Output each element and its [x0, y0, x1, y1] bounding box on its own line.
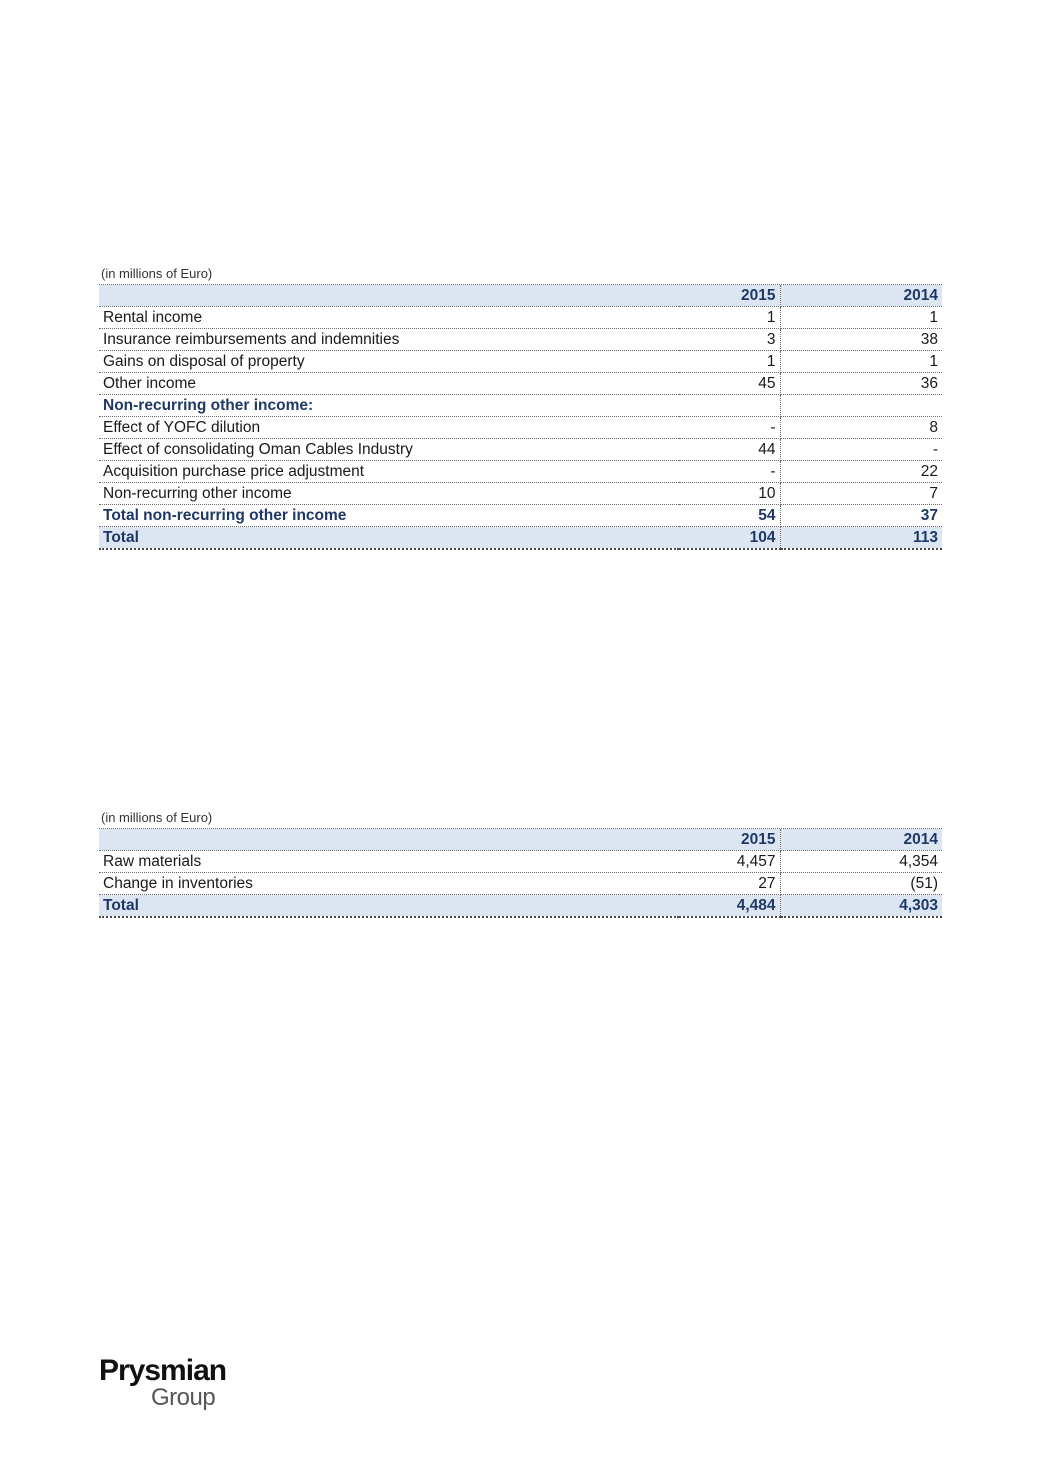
row-label: Insurance reimbursements and indemnities	[99, 329, 679, 351]
subtotal-label: Total non-recurring other income	[99, 505, 679, 527]
row-label: Other income	[99, 373, 679, 395]
header-2014: 2014	[780, 829, 942, 851]
row-label: Change in inventories	[99, 873, 679, 895]
value-2015: 1	[679, 351, 780, 373]
header-row	[99, 829, 942, 851]
header-2015: 2015	[679, 285, 780, 307]
row-label: Effect of YOFC dilution	[99, 417, 679, 439]
table-row	[99, 373, 942, 395]
value-2015: 54	[679, 505, 780, 527]
total-row	[99, 527, 942, 550]
value-2014: 7	[780, 483, 942, 505]
row-label: Acquisition purchase price adjustment	[99, 461, 679, 483]
header-label	[99, 829, 679, 851]
value-2015: 3	[679, 329, 780, 351]
header-2015: 2015	[679, 829, 780, 851]
value-2014: 4,354	[780, 851, 942, 873]
total-2015: 4,484	[679, 895, 780, 918]
value-2014: 22	[780, 461, 942, 483]
table-row	[99, 417, 942, 439]
row-label: Rental income	[99, 307, 679, 329]
logo-subtitle: Group	[151, 1384, 216, 1411]
units-caption: (in millions of Euro)	[99, 266, 942, 285]
header-row	[99, 285, 942, 307]
total-2015: 104	[679, 527, 780, 550]
value-2014	[780, 395, 942, 417]
row-label: Gains on disposal of property	[99, 351, 679, 373]
table-row	[99, 329, 942, 351]
total-2014: 4,303	[780, 895, 942, 918]
value-2014: 8	[780, 417, 942, 439]
value-2015: 4,457	[679, 851, 780, 873]
subtotal-row	[99, 505, 942, 527]
section-label: Non-recurring other income:	[99, 395, 679, 417]
table-row	[99, 439, 942, 461]
header-2014: 2014	[780, 285, 942, 307]
prysmian-group-logo	[99, 1355, 239, 1415]
value-2014: 36	[780, 373, 942, 395]
value-2015: 44	[679, 439, 780, 461]
other-income-table	[99, 266, 942, 550]
total-row	[99, 895, 942, 918]
value-2014: -	[780, 439, 942, 461]
other-income-grid	[99, 285, 942, 550]
value-2015: 27	[679, 873, 780, 895]
header-label	[99, 285, 679, 307]
table-row	[99, 483, 942, 505]
value-2014: 38	[780, 329, 942, 351]
table-row	[99, 873, 942, 895]
value-2014: (51)	[780, 873, 942, 895]
row-label: Non-recurring other income	[99, 483, 679, 505]
units-caption: (in millions of Euro)	[99, 810, 942, 829]
raw-materials-grid	[99, 829, 942, 918]
value-2015: 1	[679, 307, 780, 329]
logo-wordmark: Prysmian	[99, 1354, 227, 1387]
value-2015: 10	[679, 483, 780, 505]
row-label: Effect of consolidating Oman Cables Industry	[99, 439, 679, 461]
value-2015: -	[679, 461, 780, 483]
value-2014: 37	[780, 505, 942, 527]
total-label: Total	[99, 527, 679, 550]
value-2015: -	[679, 417, 780, 439]
row-label: Raw materials	[99, 851, 679, 873]
table-row	[99, 461, 942, 483]
section-row	[99, 395, 942, 417]
table-row	[99, 351, 942, 373]
total-label: Total	[99, 895, 679, 918]
value-2015: 45	[679, 373, 780, 395]
value-2014: 1	[780, 307, 942, 329]
raw-materials-table	[99, 810, 942, 918]
value-2015	[679, 395, 780, 417]
value-2014: 1	[780, 351, 942, 373]
table-row	[99, 851, 942, 873]
total-2014: 113	[780, 527, 942, 550]
table-row	[99, 307, 942, 329]
